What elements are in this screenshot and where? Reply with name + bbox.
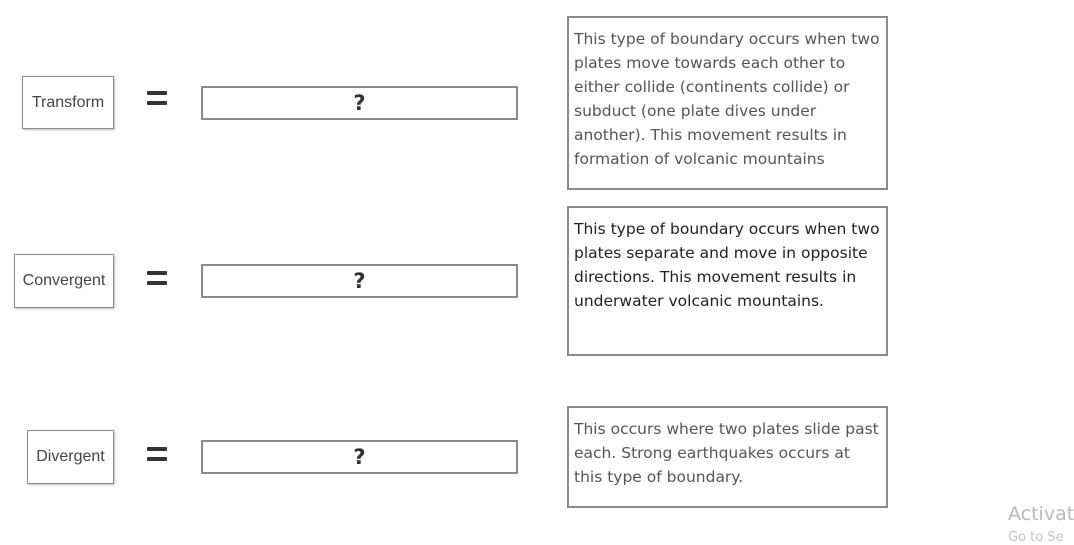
description-card-1[interactable] [567, 16, 888, 190]
term-label: Convergent [22, 272, 106, 289]
term-card-divergent[interactable] [27, 430, 114, 484]
answer-drop-zone-1[interactable] [201, 86, 518, 120]
term-card-transform[interactable] [22, 76, 114, 129]
equals-sign [147, 271, 167, 285]
answer-drop-zone-3[interactable] [201, 440, 518, 474]
equals-sign [147, 91, 167, 105]
description-card-3[interactable] [567, 406, 888, 508]
description-text: This occurs where two plates slide past each. Strong earthquakes occurs at this type of boundary. [574, 420, 879, 486]
description-text: This type of boundary occurs when two plates separate and move in opposite directions. This movement results in underwater volcanic mountains. [574, 220, 880, 310]
placeholder-question-mark: ? [353, 268, 366, 293]
equals-sign [147, 447, 167, 461]
activation-watermark-subtext: Go to Se [1008, 530, 1064, 545]
placeholder-question-mark: ? [353, 90, 366, 115]
description-card-2[interactable] [567, 206, 888, 356]
term-card-convergent[interactable] [14, 254, 114, 308]
answer-drop-zone-2[interactable] [201, 264, 518, 298]
term-label: Divergent [36, 448, 105, 465]
description-text: This type of boundary occurs when two plates move towards each other to either collide (continents collide) or subduct (one plate dives under another). This movement results in formation of volcanic mountains [574, 30, 880, 168]
activation-watermark: Activat [1008, 503, 1074, 525]
term-label: Transform [31, 93, 105, 111]
placeholder-question-mark: ? [353, 444, 366, 469]
